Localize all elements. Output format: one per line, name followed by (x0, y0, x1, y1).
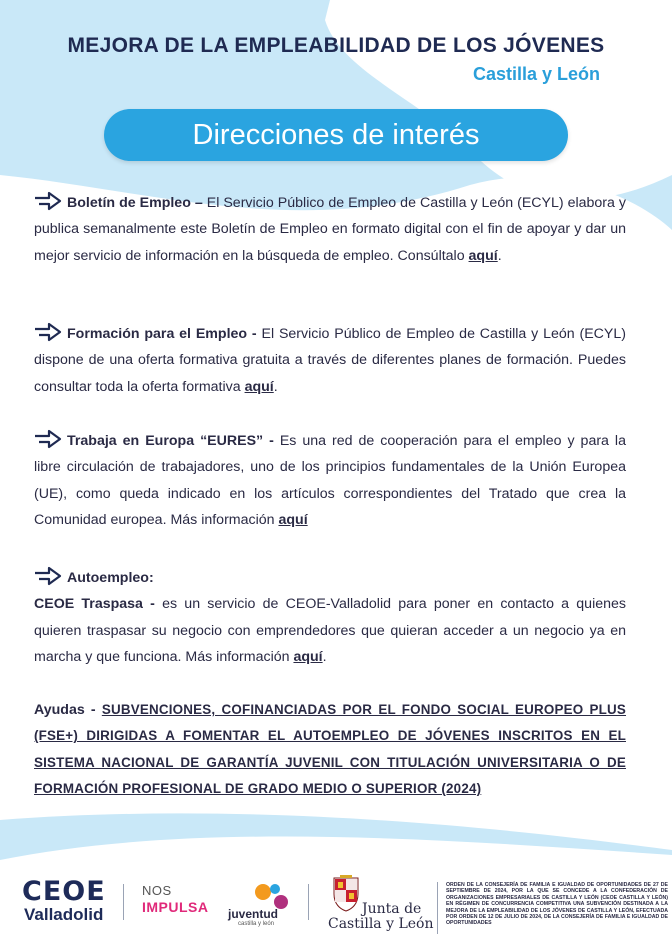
item-formacion-body: El Servicio Público de Empleo de Castilla y León (ECYL) dispone de una oferta formativa gratuita a través de diferentes planes de formación. Puedes consultar toda la oferta formativa (34, 326, 627, 395)
item-eures (34, 428, 626, 533)
item-traspasa-label: CEOE Traspasa - (34, 596, 155, 613)
ceoe-logo (22, 878, 106, 924)
item-autoempleo-heading (34, 565, 626, 591)
junta-logo (326, 874, 434, 934)
traspasa-link[interactable]: aquí (293, 648, 323, 665)
formacion-link[interactable]: aquí (244, 378, 274, 395)
item-eures-body: Es una red de cooperación para el empleo y para la libre circulación de trabajadores, uno de los principios fundamentales de la Unión Europea (UE), como queda indicado en los artículos correspondientes del Tratado que crea la Comunidad europea. Más información (34, 433, 626, 528)
item-traspasa-text (34, 591, 626, 670)
item-boletin-text (34, 190, 626, 269)
junta-line2: Castilla y León (328, 916, 434, 932)
item-autoempleo (34, 565, 626, 670)
ceoe-word: CEOE (22, 876, 106, 907)
impulsa-word: IMPULSA (142, 899, 209, 915)
ceoe-city: Valladolid (24, 905, 104, 924)
item-boletin-label: Boletín de Empleo – (67, 195, 203, 211)
ayudas-link[interactable]: SUBVENCIONES, COFINANCIADAS POR EL FONDO SOCIAL EUROPEO PLUS (FSE+) DIRIGIDAS A FOMENTAR EL AUTOEMPLEO DE JÓVENES INSCRITOS EN EL SISTEMA NACIONAL DE GARANTÍA JUVENIL CON TITULACIÓN UNIVERSITARIA O DE FORMACIÓN PROFESIONAL DE GRADO MEDIO O SUPERIOR (2024) (34, 702, 627, 796)
item-boletin (34, 190, 626, 269)
arrow-right-icon (34, 322, 62, 342)
arrow-right-icon (34, 566, 62, 586)
top-right-white-shape (325, 0, 672, 199)
item-eures-label: Trabaja en Europa “EURES” - (67, 433, 274, 449)
item-formacion (34, 321, 626, 400)
item-boletin-body: El Servicio Público de Empleo de Castilla y León (ECYL) elabora y publica semanalmente este Boletín de Empleo en formato digital con el fin de apoyar y dar un mejor servicio de información en la búsqueda de empleo. Consúltalo (34, 195, 627, 264)
legal-notice: ORDEN DE LA CONSEJERÍA DE FAMILIA E IGUALDAD DE OPORTUNIDADES DE 27 DE SEPTIEMBRE DE 2024, POR LA QUE SE CONCEDE A LA CONFEDERACIÓN DE ORGANIZACIONES EMPRESARIALES DE CASTILLA Y LEÓN (CEOE CASTILLA Y LEÓN) EN RÉGIMEN DE CONCURRENCIA COMPETITIVA UNA SUBVENCIÓN DESTINADA A LA MEJORA DE LA EMPLEABILIDAD DE LOS JÓVENES DE CASTILLA Y LEÓN, EFECTUADA POR ORDEN DE 12 DE JULIO DE 2024, DE LA CONSEJERÍA DE FAMILIA E IGUALDAD DE OPORTUNIDADES (446, 882, 668, 927)
item-boletin-end: . (497, 247, 502, 264)
page-subtitle: Castilla y León (472, 64, 600, 84)
nos-impulsa-logo (142, 884, 209, 916)
footer-divider (123, 884, 124, 920)
section-title: Direcciones de interés (192, 118, 480, 151)
item-formacion-label: Formación para el Empleo - (67, 326, 257, 342)
footer-divider (308, 884, 309, 920)
item-ayudas-text (34, 697, 626, 802)
item-formacion-end: . (273, 378, 278, 395)
page-title: MEJORA DE LA EMPLEABILIDAD DE LOS JÓVENES (67, 34, 605, 57)
arrow-right-icon (34, 191, 62, 211)
juventud-sub: castilla y león (238, 921, 275, 927)
item-ayudas (34, 697, 626, 802)
footer (0, 868, 672, 943)
boletin-link[interactable]: aquí (468, 247, 498, 264)
footer-divider (437, 882, 438, 934)
nos-word: NOS (142, 883, 172, 898)
item-ayudas-label: Ayudas - (34, 702, 96, 718)
arrow-right-icon (34, 429, 62, 449)
item-eures-text (34, 428, 626, 533)
junta-line1: Junta de (362, 901, 422, 917)
item-traspasa-body: es un servicio de CEOE-Valladolid para poner en contacto a quienes quieren traspasar su negocio con emprendedores que quieran acceder a un negocio ya en marcha y que funciona. Más información (34, 596, 626, 665)
juventud-word: juventud (228, 907, 278, 921)
item-autoempleo-label: Autoempleo: (67, 570, 154, 586)
item-formacion-text (34, 321, 626, 400)
section-title-pill (104, 109, 568, 161)
juventud-logo (228, 882, 292, 930)
eures-link[interactable]: aquí (278, 511, 308, 528)
item-traspasa-end: . (322, 648, 327, 665)
junta-shield-icon (332, 874, 360, 912)
